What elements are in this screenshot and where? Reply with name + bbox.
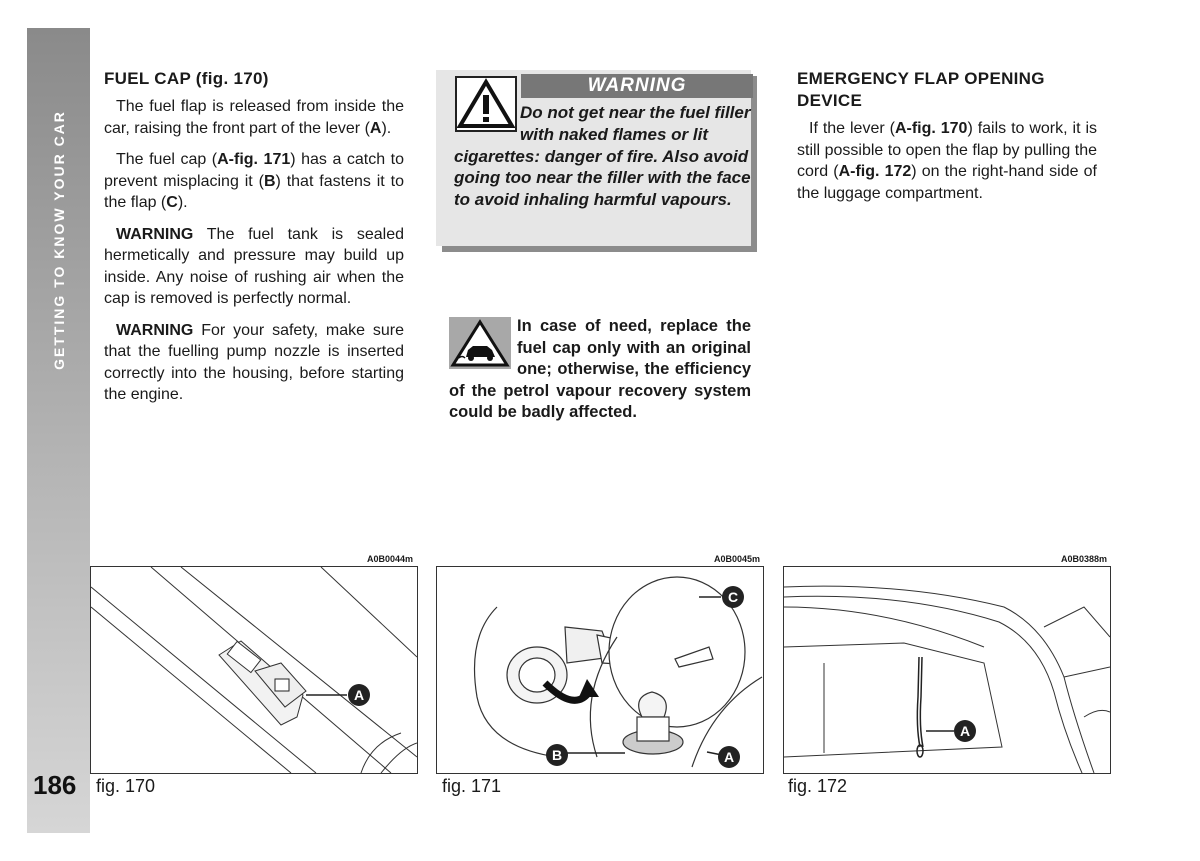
figure-code: A0B0045m: [714, 554, 761, 564]
emergency-flap-heading: EMERGENCY FLAP OPENING DEVICE: [797, 69, 1045, 110]
svg-text:B: B: [551, 747, 563, 763]
figure-caption: fig. 171: [442, 776, 502, 796]
svg-text:A: A: [959, 723, 971, 739]
figure-code: A0B0044m: [367, 554, 414, 564]
paragraph-emergency-cord: If the lever (A-fig. 170) fails to work, it is still possible to open the flap by pulling the cord (A-fig. 172) on the right-hand side of the luggage compartment.: [797, 120, 1097, 202]
figure-code: A0B0388m: [1061, 554, 1108, 564]
svg-text:A: A: [723, 749, 735, 765]
figure-170: [90, 566, 418, 774]
paragraph-fuel-cap: The fuel cap (A-fig. 171) has a catch to prevent misplacing it (B) that fastens it to the flap (C).: [104, 151, 405, 211]
figure-caption: fig. 172: [788, 776, 848, 796]
warning-text: Do not get near the fuel filler with naked flames or lit cigarettes: danger of fire. Also avoid going too near the filler with the face to avoid inhaling harmful vapours.: [454, 103, 751, 210]
section-tab: [29, 90, 89, 390]
section-title: GETTING TO KNOW YOUR CAR: [51, 110, 67, 370]
fuel-cap-heading: FUEL CAP (fig. 170): [104, 69, 269, 88]
svg-text:A: A: [353, 687, 365, 703]
warning-heading: WARNING: [521, 74, 753, 98]
figure-caption: fig. 170: [96, 776, 156, 796]
fuel-cap-section: [104, 68, 404, 416]
paragraph-flap-release: The fuel flap is released from inside the car, raising the front part of the lever (A).: [104, 98, 404, 137]
page-number: 186: [33, 770, 77, 800]
paragraph-warning-nozzle: WARNING For your safety, make sure that the fuelling pump nozzle is inserted correctly into the housing, before starting the engine.: [104, 321, 404, 403]
paragraph-warning-pressure: WARNING The fuel tank is sealed hermetically and pressure may build up inside. Any noise of rushing air when the cap is removed is perfectly normal.: [104, 225, 404, 307]
figure-172: [783, 566, 1111, 774]
svg-text:C: C: [727, 589, 739, 605]
figure-171: [436, 566, 764, 774]
emergency-flap-section: [797, 68, 1097, 214]
environment-note: In case of need, replace the fuel cap only with an original one; otherwise, the efficiency of the petrol vapour recovery system could be badly affected.: [449, 317, 751, 421]
